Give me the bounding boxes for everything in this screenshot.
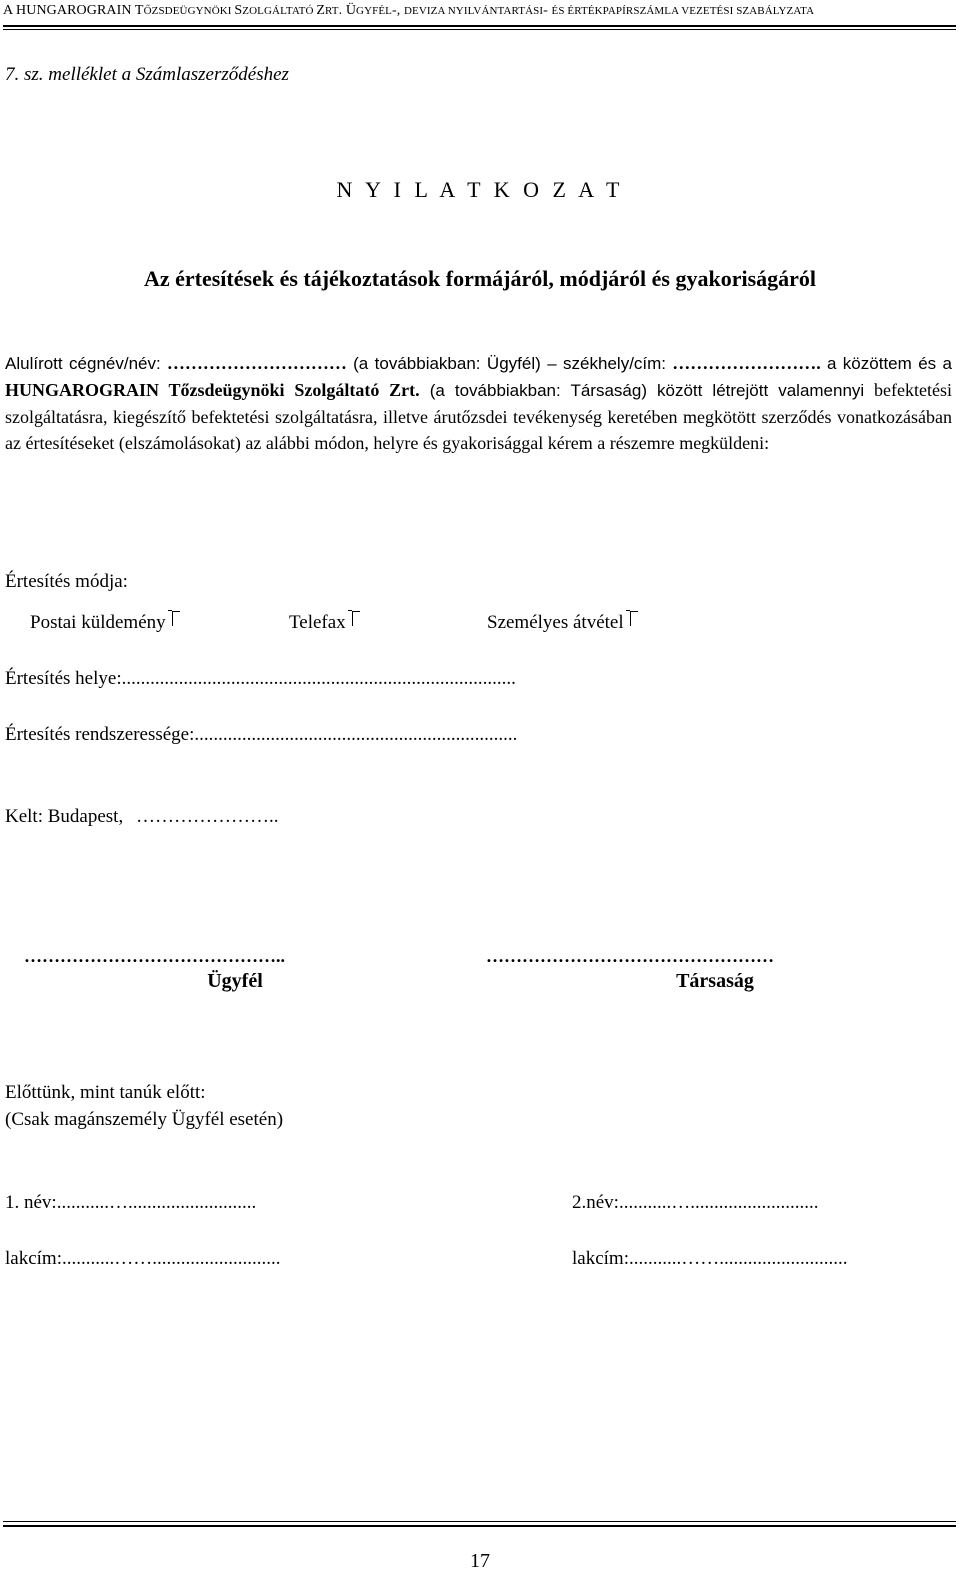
header-rule [3, 29, 956, 30]
witness1-address-field[interactable]: lakcím:...........……........................... [5, 1248, 281, 1269]
header-text: A HUNGAROGRAIN T [3, 3, 144, 18]
header-text: -, [392, 3, 404, 18]
page-header [3, 3, 956, 19]
paragraph-text: Alulírott cégnév/név: [5, 354, 161, 373]
paragraph-text: (a továbbiakban: Ügyfél) – székhely/cím: [353, 354, 667, 373]
paragraph-text: befektetési szolgáltatásra, kiegészítő befektetési szolgáltatásra, illetve árutőzsdei tevékenység keretében megkötött szerződés vonatkozásában az értesítéseket (elszámolásokat) az alábbi módon, helyre és gyakorisággal kérem a részemre megküldeni: [5, 380, 952, 453]
witness2-name-field[interactable]: 2.név:...........…........................... [572, 1192, 819, 1213]
option-label: Postai küldemény [30, 612, 166, 633]
annex-reference: 7. sz. melléklet a Számlaszerződéshez [5, 64, 289, 85]
company-signature-label: Társaság [676, 970, 754, 992]
footer-rule [3, 1521, 956, 1522]
option-personal[interactable] [487, 611, 638, 634]
declaration-paragraph [5, 350, 952, 456]
header-text: RT [325, 5, 339, 17]
checkbox-icon[interactable] [172, 611, 180, 626]
place-field[interactable]: Értesítés helye:................................................................................... [5, 668, 516, 689]
client-signature-label: Ügyfél [207, 970, 263, 992]
address-blank: ……………………. [666, 353, 827, 373]
paragraph-text: a közöttem és a [826, 354, 953, 373]
document-title: N Y I L A T K O Z A T [336, 177, 624, 202]
header-text: GYFÉL [356, 5, 392, 17]
footer-rule [3, 1525, 956, 1527]
document-subtitle: Az értesítések és tájékoztatások formájáról, módjáról és gyakoriságáról [143, 266, 817, 291]
option-postal[interactable] [30, 611, 180, 634]
header-text: - [543, 3, 552, 18]
checkbox-icon[interactable] [630, 611, 638, 626]
witness-heading: Előttünk, mint tanúk előtt: [5, 1082, 206, 1103]
name-blank: ………………………… [160, 353, 354, 373]
date-label: Kelt: Budapest, [5, 806, 124, 827]
paragraph-text: (a továbbiakban: Társaság) között létrejött valamennyi [419, 381, 865, 400]
page-number: 17 [470, 1550, 490, 1572]
witness2-address-field[interactable]: lakcím:...........……........................... [572, 1248, 848, 1269]
client-signature-line[interactable]: …………………………………….. [24, 946, 285, 966]
header-text: Z [316, 3, 326, 18]
header-text: ÉS ÉRTÉKPAPÍRSZÁMLA VEZETÉSI SZABÁLYZATA [551, 5, 815, 17]
header-text: ZOLGÁLTATÓ [242, 5, 317, 17]
option-fax[interactable] [289, 611, 360, 634]
checkbox-icon[interactable] [352, 611, 360, 626]
company-name: HUNGAROGRAIN Tőzsdeügynöki Szolgáltató Zrt. [5, 380, 420, 400]
header-text: S [234, 3, 243, 18]
date-blank[interactable]: ………………….. [135, 806, 279, 827]
header-text: . Ü [338, 3, 357, 18]
option-label: Telefax [289, 612, 346, 633]
frequency-field[interactable]: Értesítés rendszeressége:.................................................................... [5, 724, 518, 745]
header-text: ŐZSDEÜGYNÖKI [143, 5, 235, 17]
witness1-name-field[interactable]: 1. név:...........…........................... [5, 1192, 257, 1213]
witness-note: (Csak magánszemély Ügyfél esetén) [5, 1109, 284, 1130]
method-label: Értesítés módja: [5, 571, 128, 592]
header-text: DEVIZA NYILVÁNTARTÁSI [403, 5, 544, 17]
option-label: Személyes átvétel [487, 612, 624, 633]
company-signature-line[interactable]: ………………………………………… [486, 946, 774, 966]
header-rule [3, 25, 956, 27]
date-line [5, 806, 278, 828]
